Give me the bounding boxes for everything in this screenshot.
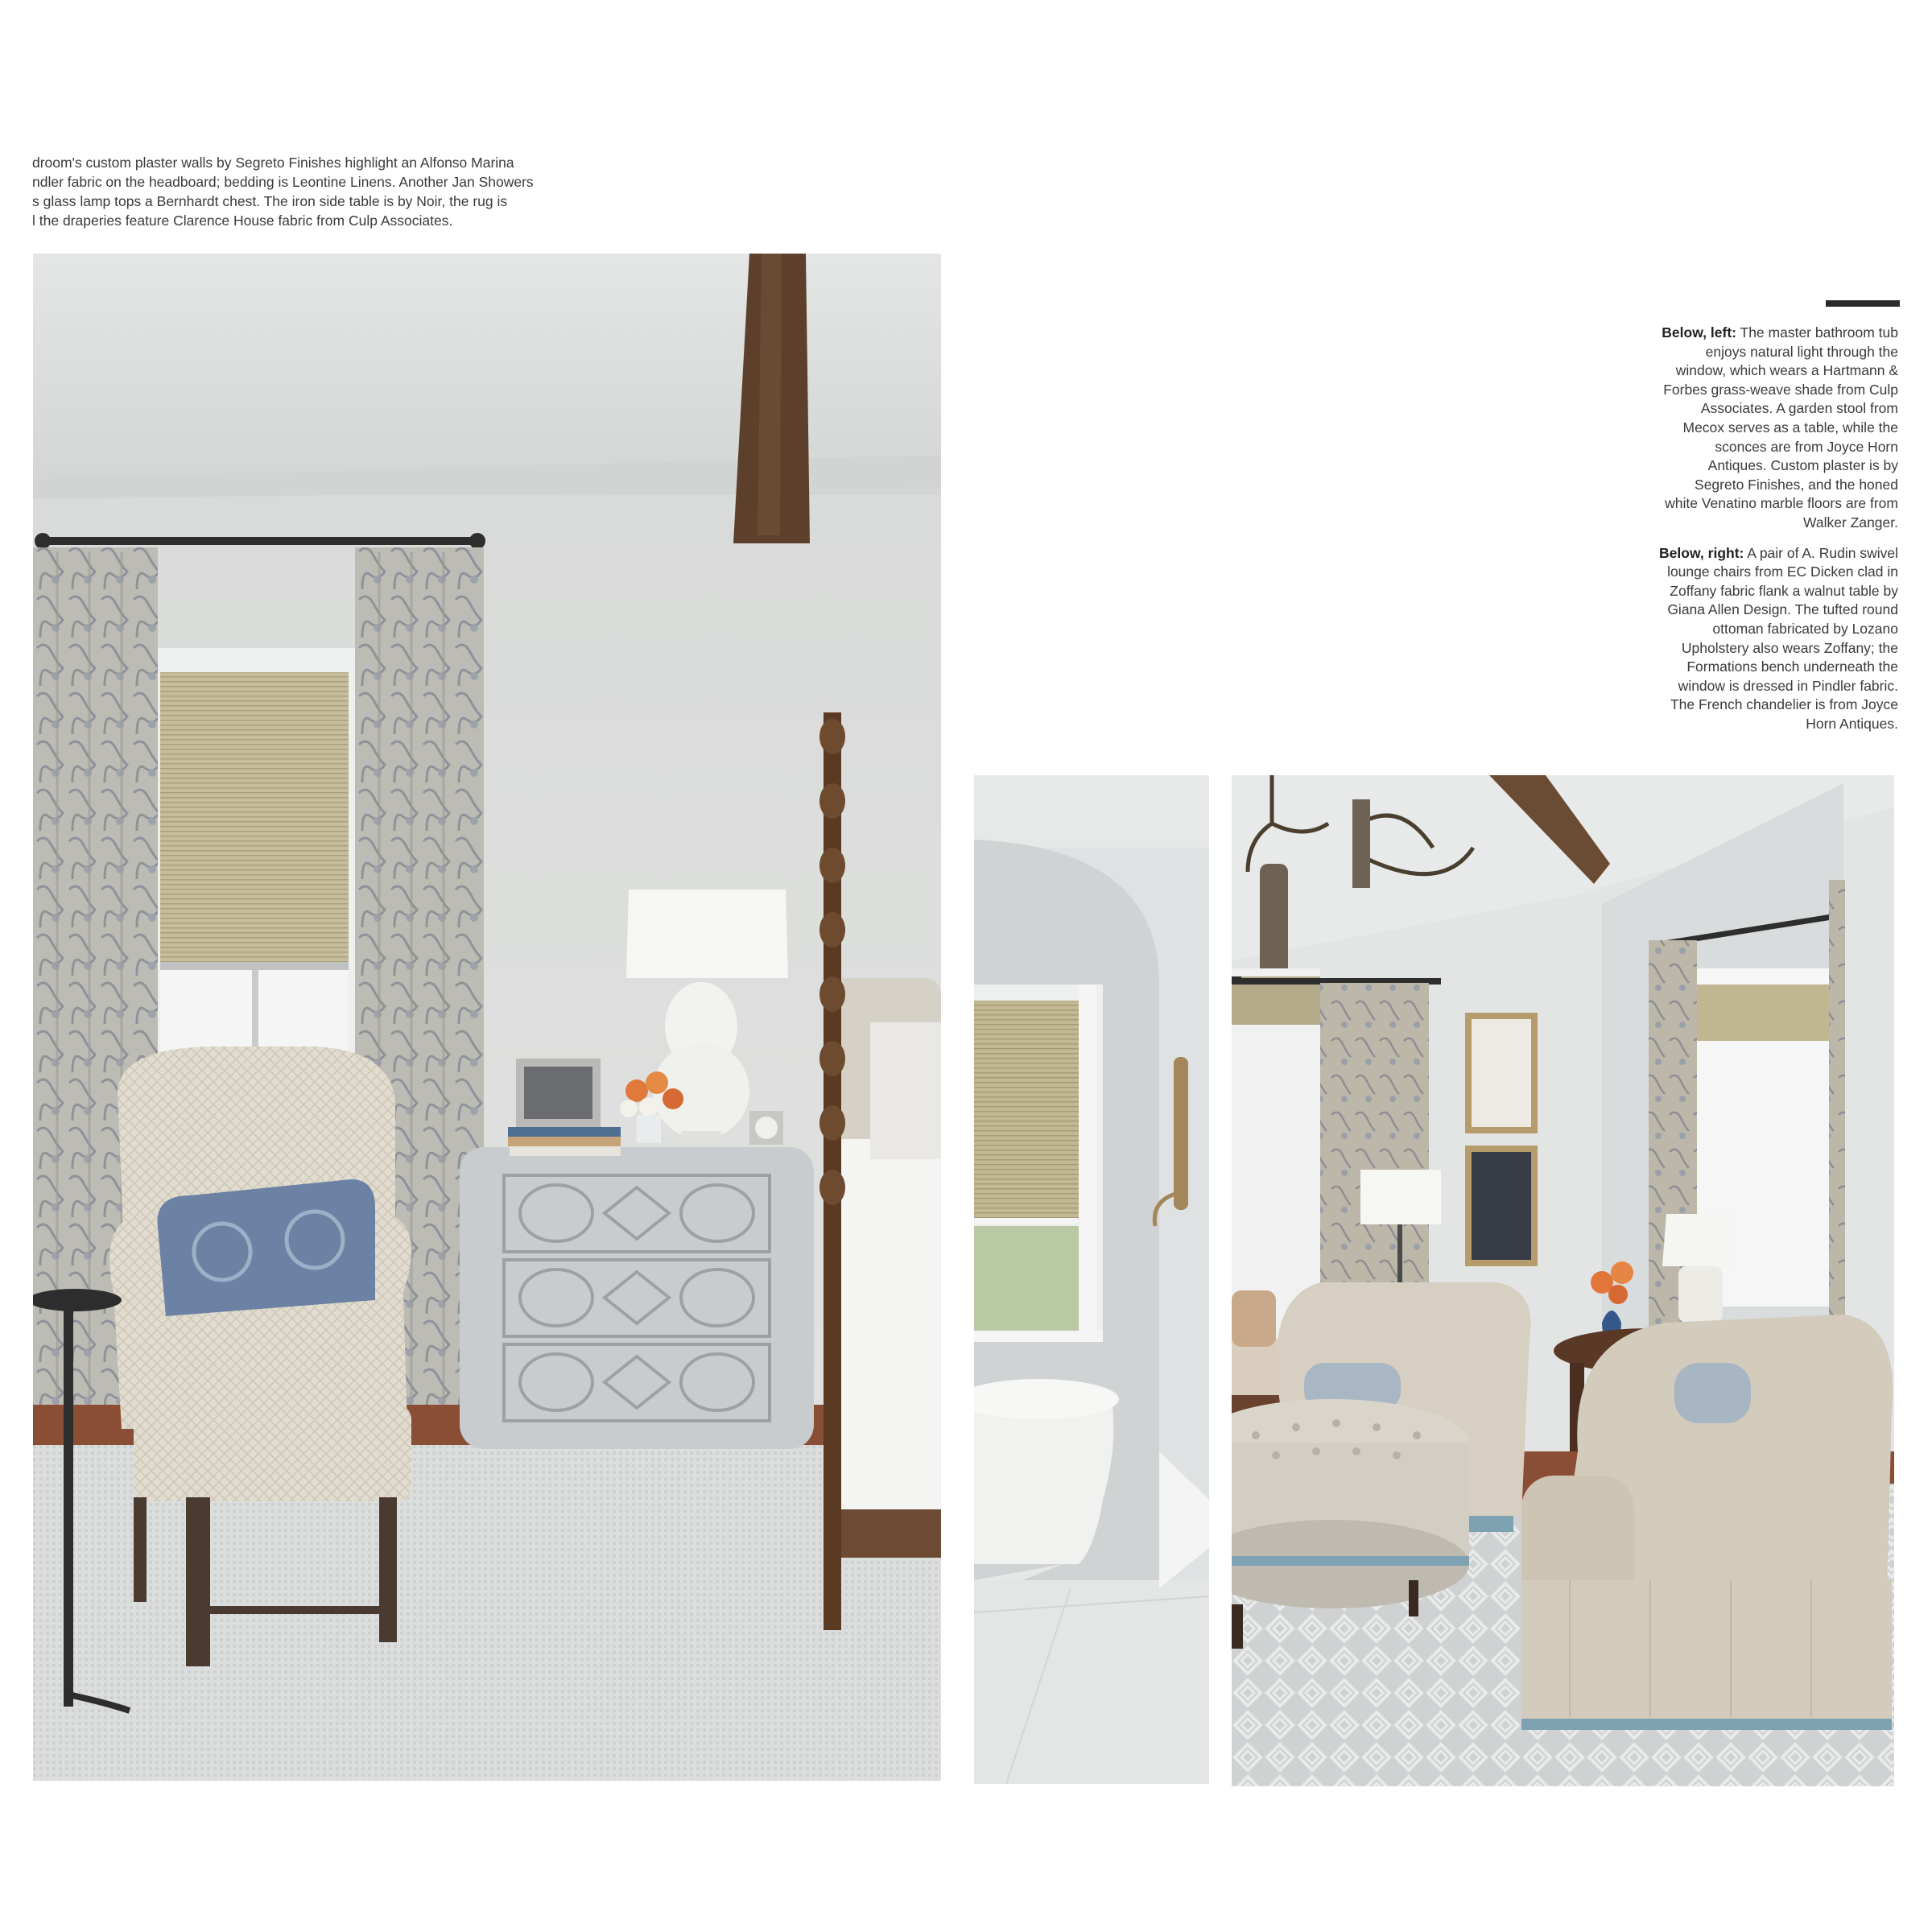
photo-caption-top (32, 153, 564, 230)
caption-line: ndler fabric on the headboard; bedding is Leontine Linens. Another Jan Showers (32, 174, 534, 190)
caption-below-right (1658, 544, 1898, 734)
section-rule (1826, 300, 1900, 307)
caption-text: A pair of A. Rudin swivel lounge chairs from EC Dicken clad in Zoffany fabric flank a walnut table by Giana Allen Design. The tufted round ottoman fabricated by Lozano Upholstery also wears Zoffany; the Formations bench underneath the window is dressed in Pindler fabric. The French chandelier is from Joyce Horn Antiques. (1667, 544, 1898, 732)
caption-line: l the draperies feature Clarence House fabric from Culp Associates. (32, 213, 453, 229)
caption-lead: Below, right: (1659, 544, 1744, 561)
caption-text: The master bathroom tub enjoys natural light through the window, which wears a Hartmann & Forbes grass-weave shade from Culp Associates. A garden stool from Mecox serves as a table, while the sconces are from Joyce Horn Antiques. Custom plaster is by Segreto Finishes, and the honed white Venatino marble floors are from Walker Zanger. (1663, 324, 1898, 530)
caption-line: s glass lamp tops a Bernhardt chest. The iron side table is by Noir, the rug is (32, 193, 508, 209)
bedroom-photo (33, 254, 941, 1781)
photo-caption-right (1658, 324, 1898, 745)
sitting-area-photo (1232, 775, 1894, 1786)
caption-line: droom's custom plaster walls by Segreto Finishes highlight an Alfonso Marina (32, 155, 514, 171)
caption-lead: Below, left: (1662, 324, 1736, 341)
bathroom-photo (974, 775, 1209, 1784)
caption-below-left (1658, 324, 1898, 533)
